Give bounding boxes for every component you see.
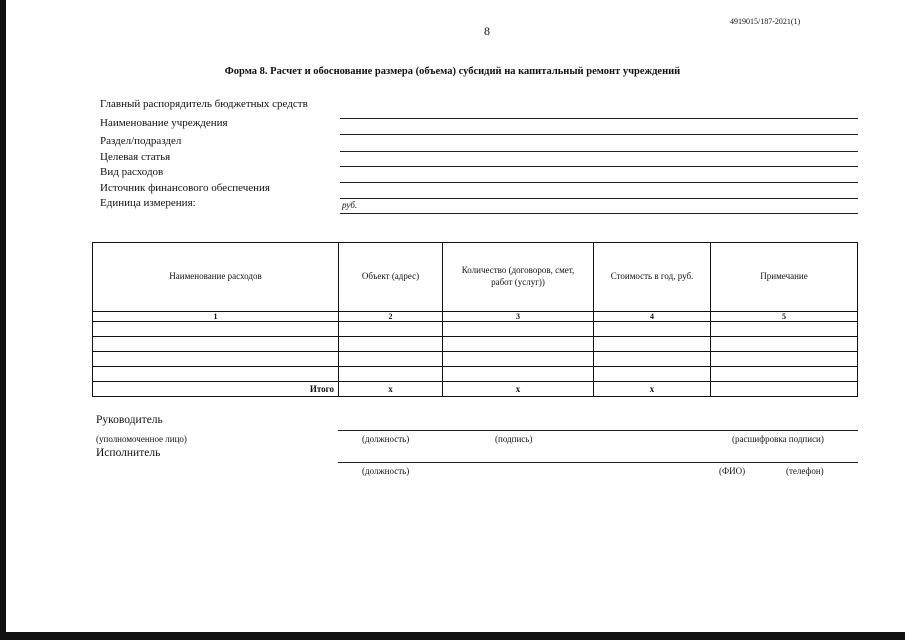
field-line [340,151,858,152]
column-number: 5 [711,312,858,322]
field-label-target-item: Целевая статья [100,151,171,163]
total-cell: x [594,382,711,397]
signature-line [338,462,858,463]
total-label: Итого [93,382,339,397]
total-cell: x [339,382,443,397]
column-number-row [93,312,858,322]
total-cell: x [443,382,594,397]
header-quantity: Количество (договоров, смет, работ (услуг)) [443,243,594,312]
executor-label: Исполнитель [96,447,161,459]
field-line [340,198,858,199]
total-cell [711,382,858,397]
signature-caption: (подпись) [495,434,533,444]
header-note: Примечание [711,243,858,312]
phone-caption: (телефон) [786,466,824,476]
table-row [93,352,858,367]
field-label-funding-source: Источник финансового обеспечения [100,182,270,194]
header-cost-per-year: Стоимость в год, руб. [594,243,711,312]
field-label-expense-type: Вид расходов [100,166,164,178]
total-row [93,382,858,397]
page-number: 8 [484,24,490,38]
header-object-address: Объект (адрес) [339,243,443,312]
field-label-section: Раздел/подраздел [100,135,182,147]
scan-edge-left [0,0,6,640]
column-number: 3 [443,312,594,322]
table-row [93,337,858,352]
field-label-institution: Наименование учреждения [100,117,228,129]
field-line [340,213,858,214]
table-row [93,367,858,382]
field-label-unit: Единица измерения: [100,197,196,209]
expense-table [92,242,858,397]
authorized-person-caption: (уполномоченное лицо) [96,434,187,444]
column-number: 4 [594,312,711,322]
decoding-caption: (расшифровка подписи) [732,434,824,444]
unit-value: руб. [342,200,358,210]
position-caption-2: (должность) [362,466,410,476]
fio-caption: (ФИО) [719,466,746,476]
table-header-row [93,243,858,312]
table-row [93,322,858,337]
field-label-budget-manager: Главный распорядитель бюджетных средств [100,98,308,110]
field-line [340,134,858,135]
field-line [340,118,858,119]
document-id: 4919015/187-2021(1) [730,17,801,26]
head-label: Руководитель [96,414,163,426]
field-line [340,166,858,167]
header-expense-name: Наименование расходов [93,243,339,312]
position-caption: (должность) [362,434,410,444]
field-line [340,182,858,183]
signature-line [338,430,858,431]
column-number: 1 [93,312,339,322]
scan-edge-bottom [0,632,905,640]
form-title: Форма 8. Расчет и обоснование размера (объема) субсидий на капитальный ремонт учреждений [224,66,681,77]
column-number: 2 [339,312,443,322]
